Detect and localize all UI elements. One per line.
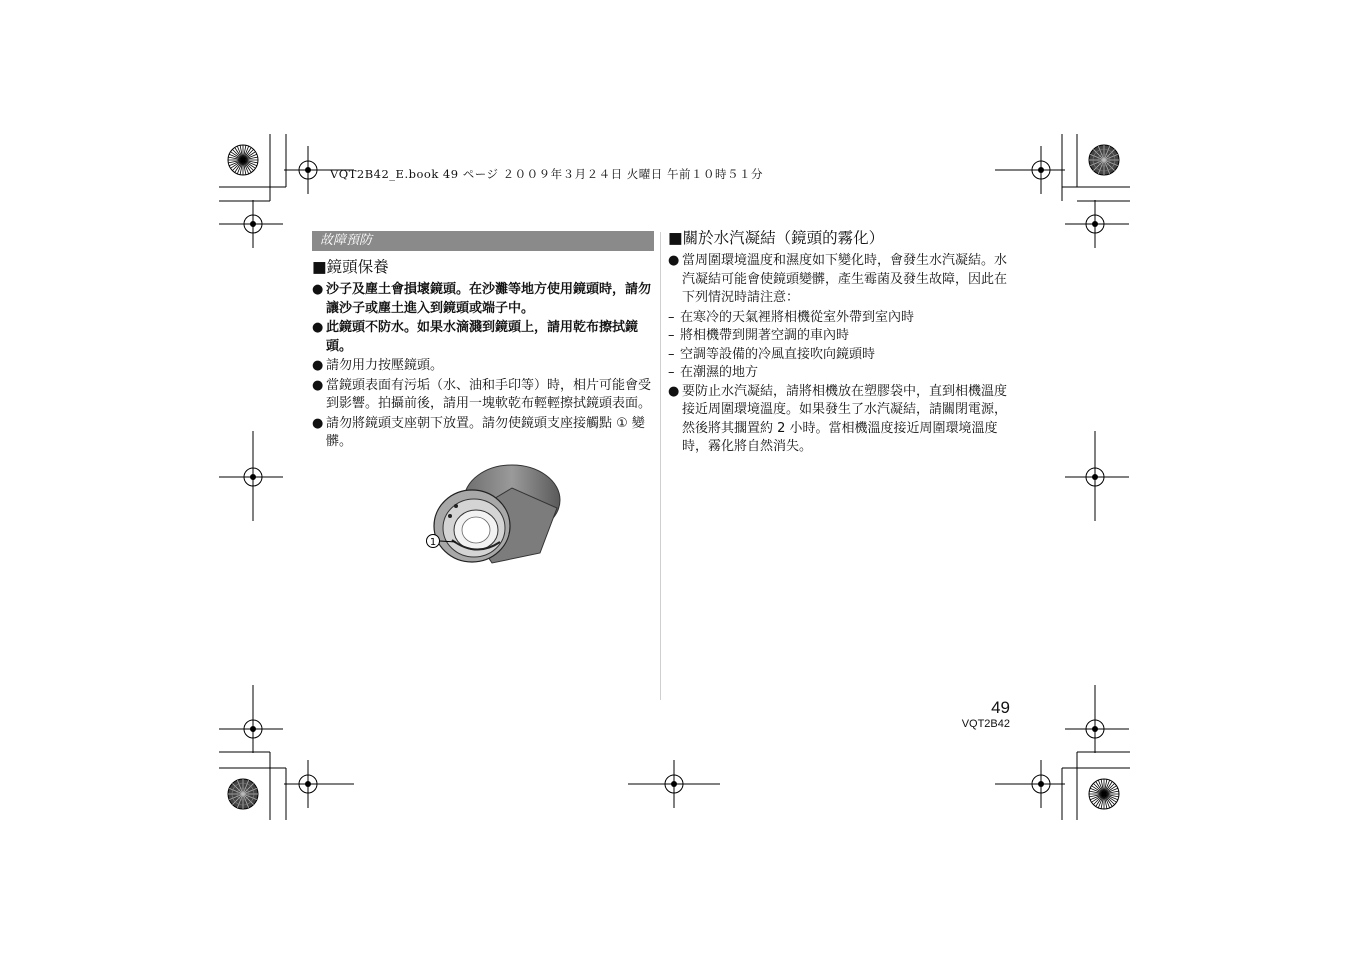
condition-text: 空調等設備的冷風直接吹向鏡頭時 (680, 346, 876, 362)
condition-text: 將相機帶到開著空調的車內時 (680, 328, 850, 343)
bullet-text: 請勿用力按壓鏡頭。 (326, 358, 444, 373)
lens-care-heading: ■鏡頭保養 (312, 258, 389, 276)
condensation-bullet-2 (668, 383, 1013, 457)
callout-number-1: 1 (429, 536, 437, 548)
condition-text: 在寒冷的天氣裡將相機從室外帶到室內時 (680, 309, 915, 325)
lens-mount-illustration (422, 458, 622, 573)
condition-item (668, 327, 1013, 346)
bullet-dot: ● (312, 320, 324, 335)
condition-item (668, 309, 1013, 328)
bullet-text: 要防止水汽凝結，請將相機放在塑膠袋中，直到相機溫度接近周圍環境溫度。如果發生了水汽凝結，請關閉電源，然後將其擱置約 2 小時。當相機溫度接近周圍環境溫度時，霧化將自然消失。 (682, 383, 1008, 454)
starburst-mark-top-right (1089, 145, 1119, 175)
bullet-dot: ● (312, 377, 324, 393)
dash-marker: – (668, 309, 675, 325)
lens-care-bullet (312, 415, 654, 452)
bullet-text: 沙子及塵土會損壞鏡頭。在沙灘等地方使用鏡頭時，請勿讓沙子或塵土進入到鏡頭或端子中。 (326, 282, 652, 316)
bullet-dot: ● (668, 253, 680, 268)
lens-care-bullet-list (312, 281, 654, 452)
bullet-dot: ● (312, 282, 324, 297)
dash-marker: – (668, 328, 675, 343)
page-number: 49 (991, 698, 1010, 717)
dash-marker: – (668, 365, 675, 380)
condensation-bullet-1 (668, 252, 1013, 308)
bullet-text: 請勿將鏡頭支座朝下放置。請勿使鏡頭支座接觸點 ① 變髒。 (326, 415, 645, 449)
condensation-conditions-list (668, 309, 1013, 383)
lens-care-bullet (312, 357, 654, 376)
section-bar-title: 故障預防 (312, 231, 654, 251)
left-column (312, 231, 654, 573)
book-header-line: VQT2B42_E.book 49 ページ ２００９年３月２４日 火曜日 午前１０時５１分 (330, 167, 763, 181)
right-column (668, 228, 1013, 458)
starburst-mark-bottom-right (1089, 779, 1119, 809)
condition-item (668, 364, 1013, 383)
bullet-text: 此鏡頭不防水。如果水滴濺到鏡頭上，請用乾布擦拭鏡頭。 (326, 320, 639, 354)
dash-marker: – (668, 346, 675, 362)
starburst-mark-top-left (228, 145, 258, 175)
condensation-heading: ■關於水汽凝結（鏡頭的霧化） (668, 229, 885, 247)
bullet-dot: ● (312, 358, 324, 373)
lens-care-bullet (312, 377, 654, 414)
condition-item (668, 346, 1013, 365)
bullet-text: 當鏡頭表面有污垢（水、油和手印等）時，相片可能會受到影響。拍攝前後，請用一塊軟乾布輕輕擦拭鏡頭表面。 (326, 377, 652, 411)
lens-care-bullet (312, 319, 654, 356)
bullet-dot: ● (312, 415, 324, 431)
column-divider (660, 232, 661, 700)
bullet-text: 當周圍環境溫度和濕度如下變化時，會發生水汽凝結。水汽凝結可能會使鏡頭變髒，產生霉菌及發生故障，因此在下列情況時請注意： (682, 253, 1008, 305)
condition-text: 在潮濕的地方 (680, 365, 759, 380)
lens-care-bullet (312, 281, 654, 318)
bullet-dot: ● (668, 383, 680, 399)
model-code: VQT2B42 (961, 718, 1010, 730)
starburst-mark-bottom-left (228, 779, 258, 809)
